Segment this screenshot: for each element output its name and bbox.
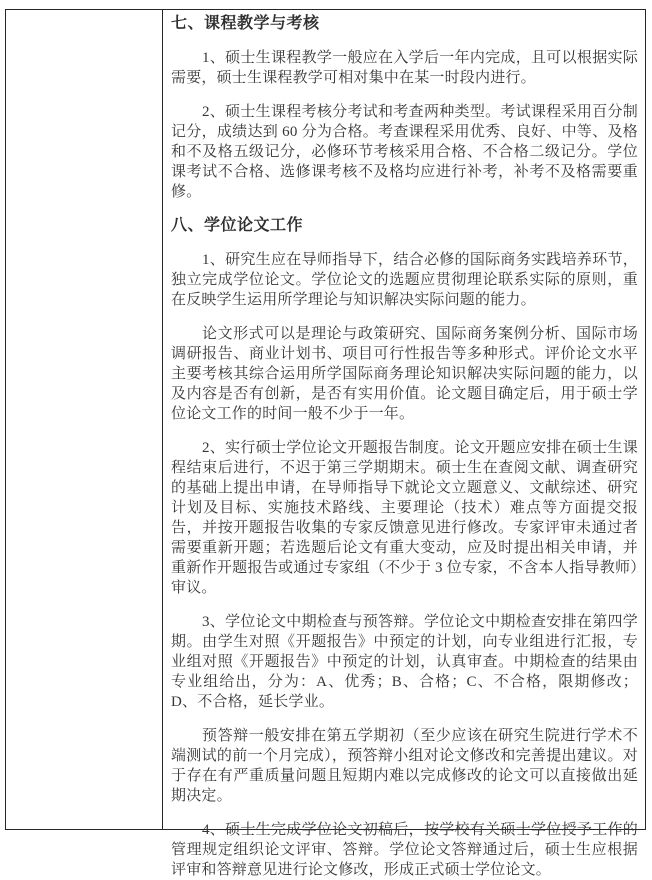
table-cell-content — [163, 10, 645, 878]
document-table — [5, 9, 646, 878]
paragraph: 2、硕士生课程考核分考试和考查两种类型。考试课程采用百分制记分，成绩达到 60 分为合格。考查课程采用优秀、良好、中等、及格和不及格五级记分，必修环节考核采用合格、不合格二级记分。学位课考试不合格、选修课考核不及格均应进行补考，补考不及格需要重修。 — [171, 104, 638, 200]
paragraph: 2、实行硕士学位论文开题报告制度。论文开题应安排在硕士生课程结束后进行，不迟于第三学期期末。硕士生在查阅文献、调查研究的基础上提出申请，在导师指导下就论文立题意义、文献综述、研究计划及目标、实施技术路线、主要理论（技术）难点等方面提交报告，并按开题报告收集的专家反馈意见进行修改。专家评审未通过者需要重新开题；若选题后论文有重大变动，应及时提出相关申请，并重新作开题报告或通过专家组（不少于 3 位专家，不含本人指导教师）审议。 — [171, 440, 638, 596]
paragraph: 论文形式可以是理论与政策研究、国际商务案例分析、国际市场调研报告、商业计划书、项目可行性报告等多种形式。评价论文水平主要考核其综合运用所学国际商务理论知识解决实际问题的能力，以及内容是否有创新，是否有实用价值。论文题目确定后，用于硕士学位论文工作的时间一般不少于一年。 — [171, 326, 638, 422]
section-degree-thesis-work — [171, 216, 638, 880]
section-heading: 七、课程教学与考核 — [171, 15, 320, 32]
paragraph: 3、学位论文中期检查与预答辩。学位论文中期检查安排在第四学期。由学生对照《开题报告》中预定的计划，向专业组进行汇报，专业组对照《开题报告》中预定的计划，认真审查。中期检查的结果由专业组给出，分为：A、优秀；B、合格；C、不合格，限期修改；D、不合格，延长学业。 — [171, 614, 638, 710]
paragraph: 1、硕士生课程教学一般应在入学后一年内完成，且可以根据实际需要，硕士生课程教学可相对集中在某一时段内进行。 — [171, 50, 638, 86]
section-heading: 八、学位论文工作 — [171, 217, 304, 234]
paragraph: 1、研究生应在导师指导下，结合必修的国际商务实践培养环节，独立完成学位论文。学位论文的选题应贯彻理论联系实际的原则，重在反映学生运用所学理论与知识解决实际问题的能力。 — [171, 252, 638, 308]
table-cell-empty — [6, 10, 163, 829]
section-course-teaching-assessment — [171, 14, 638, 202]
paragraph: 预答辩一般安排在第五学期初（至少应该在研究生院进行学术不端测试的前一个月完成），预答辩小组对论文修改和完善提出建议。对于存在有严重质量问题且短期内难以完成修改的论文可以直接做出延期决定。 — [171, 728, 638, 804]
paragraph: 4、硕士生完成学位论文初稿后，按学校有关硕士学位授予工作的管理规定组织论文评审、答辩。学位论文答辩通过后，硕士生应根据评审和答辩意见进行论文修改，形成正式硕士学位论文。 — [171, 822, 638, 878]
